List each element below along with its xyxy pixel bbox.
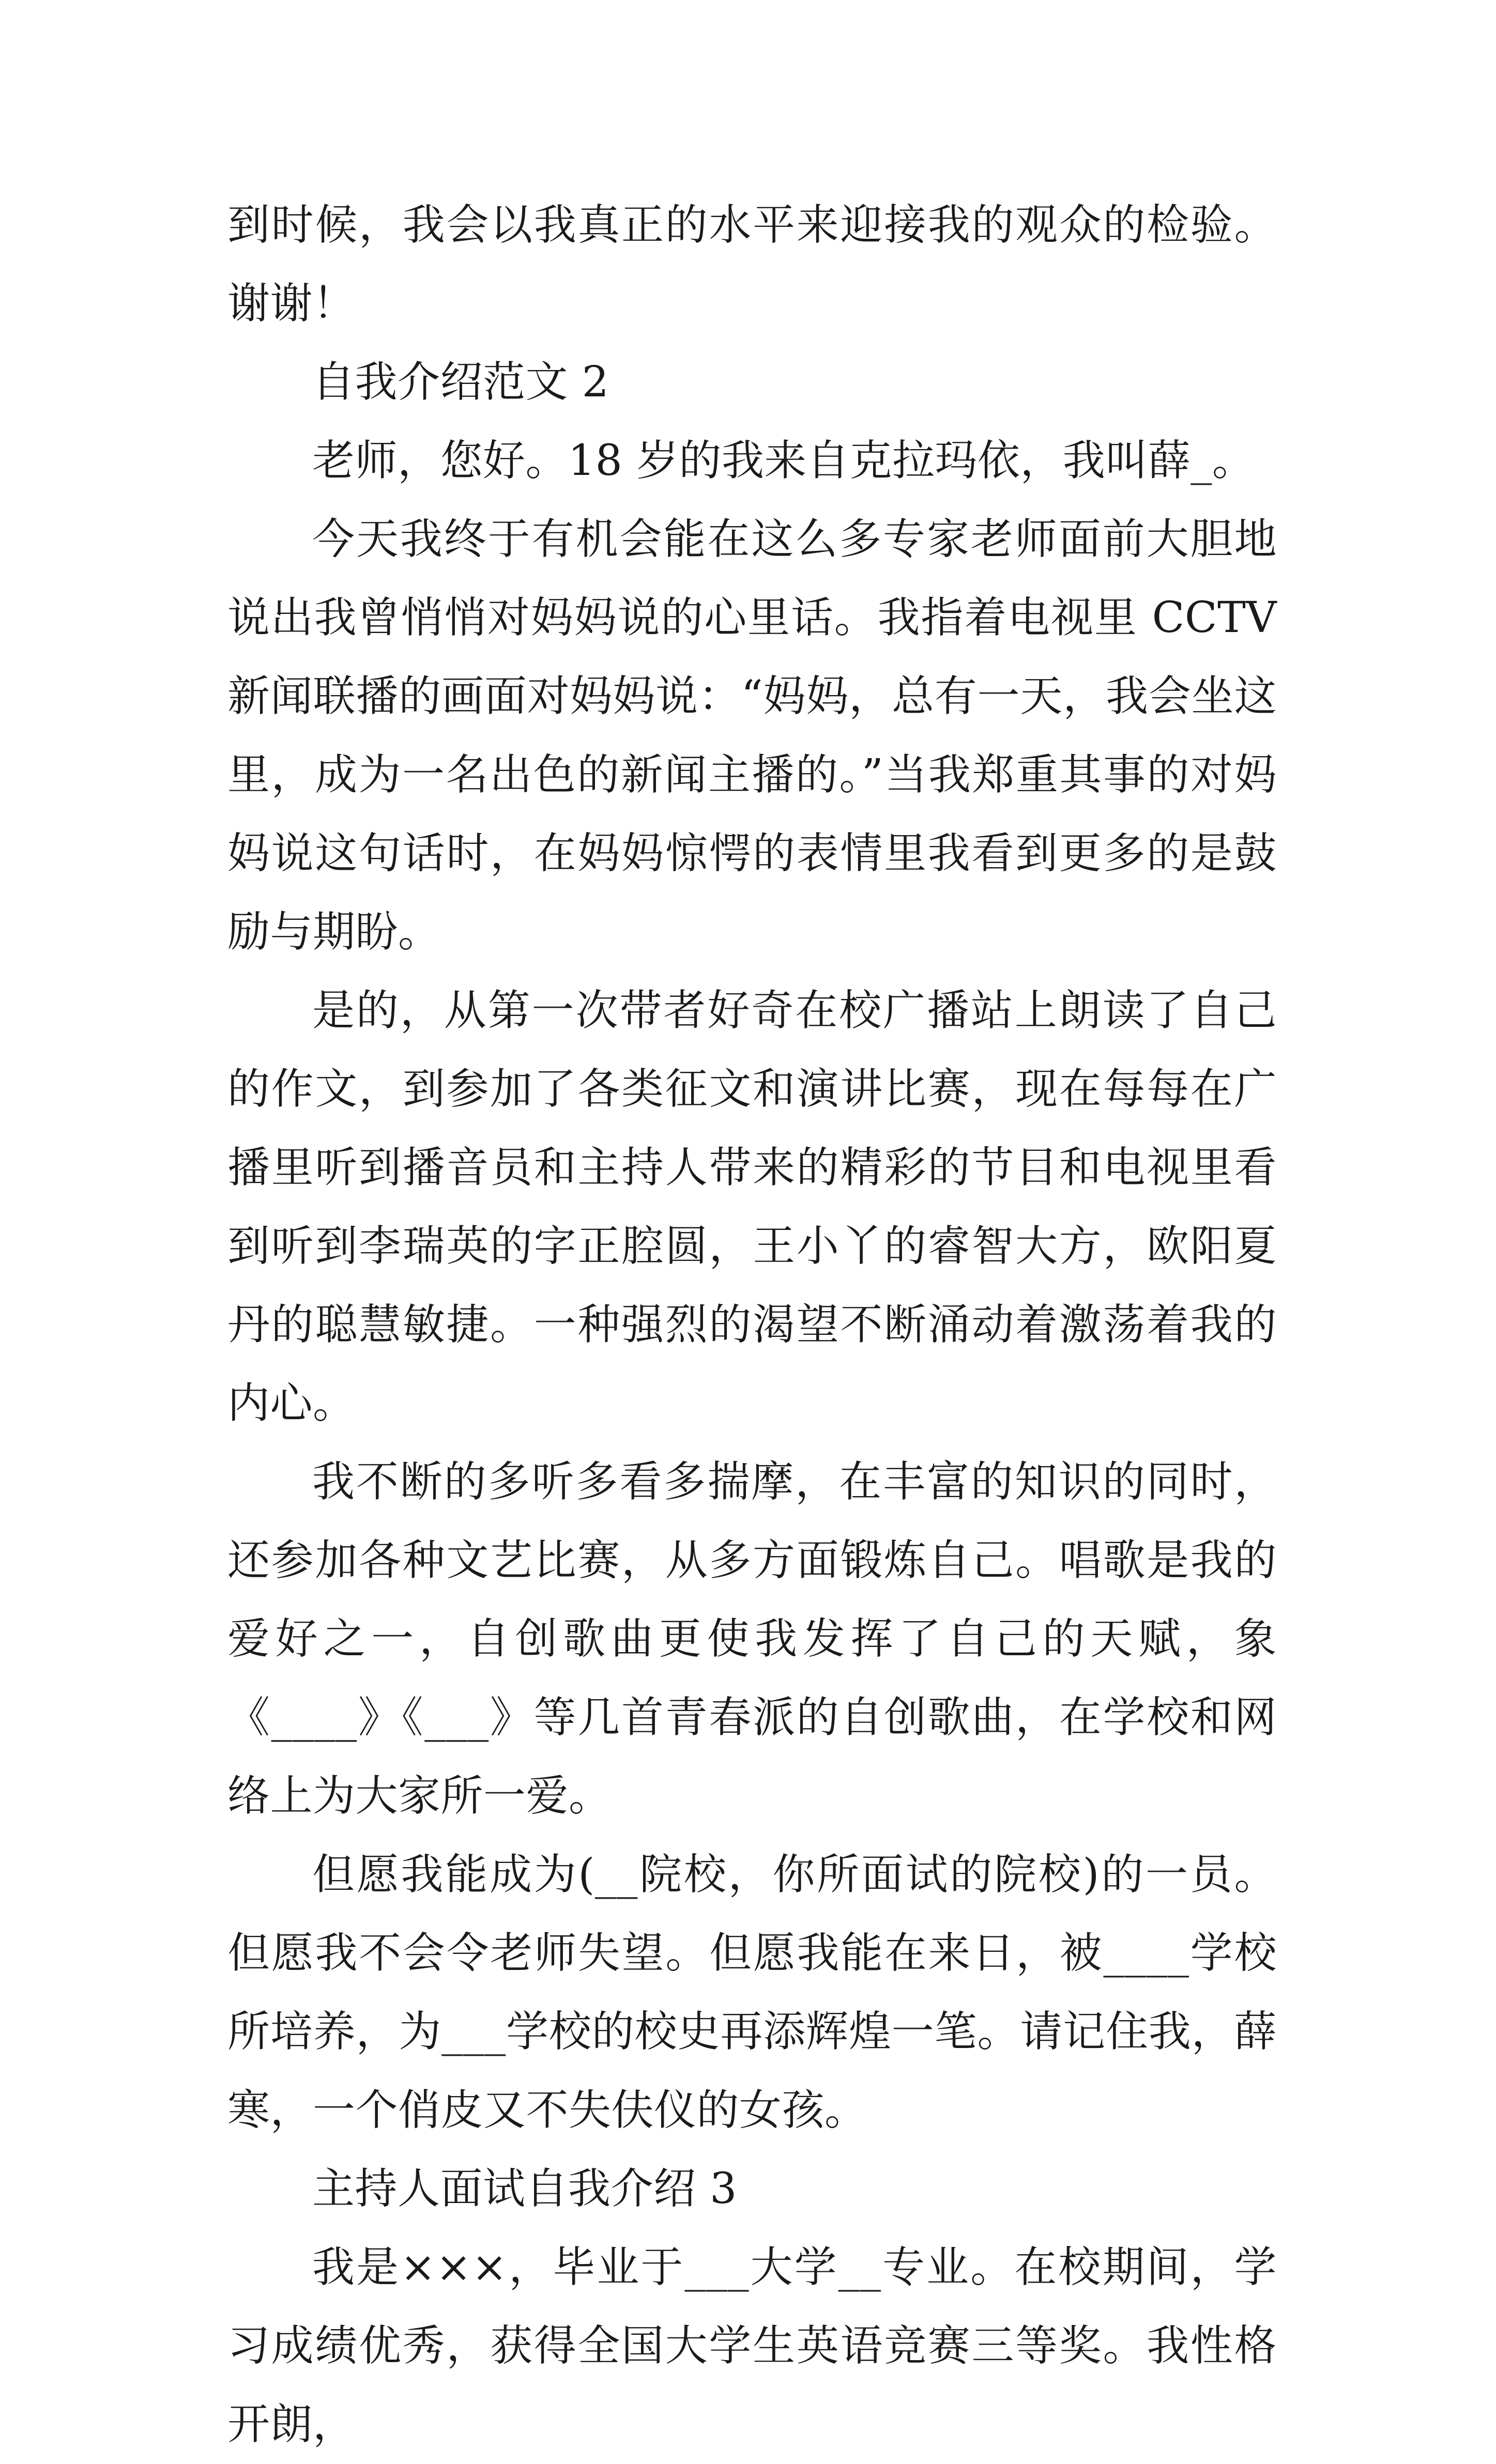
document-body — [227, 186, 1277, 2464]
paragraph-dream: 今天我终于有机会能在这么多专家老师面前大胆地说出我曾悄悄对妈妈说的心里话。我指着电视里 CCTV 新闻联播的画面对妈妈说：“妈妈，总有一天，我会坐这里，成为一名出色的新闻主播的。”当我郑重其事的对妈妈说这句话时，在妈妈惊愕的表情里我看到更多的是鼓励与期盼。 — [227, 515, 1277, 957]
paragraph-greeting: 老师，您好。18 岁的我来自克拉玛依，我叫薛_。 — [312, 436, 1255, 485]
paragraph-intro-3: 我是×××，毕业于___大学__专业。在校期间，学习成绩优秀，获得全国大学生英语竞赛三等奖。我性格开朗， — [227, 2243, 1277, 2449]
paragraph-continuation: 到时候，我会以我真正的水平来迎接我的观众的检验。谢谢！ — [227, 201, 1277, 328]
section-heading-3: 主持人面试自我介绍 3 — [312, 2164, 737, 2213]
paragraph-wish: 但愿我能成为(__院校，你所面试的院校)的一员。但愿我不会令老师失望。但愿我能在来日，被____学校所培养，为___学校的校史再添辉煌一笔。请记住我，薛寒，一个俏皮又不失伕仪的女孩。 — [227, 1850, 1277, 2135]
section-heading-2: 自我介绍范文 2 — [312, 358, 609, 407]
paragraph-experience: 是的，从第一次带者好奇在校广播站上朗读了自己的作文，到参加了各类征文和演讲比赛，现在每每在广播里听到播音员和主持人带来的精彩的节目和电视里看到听到李瑞英的字正腔圆，王小丫的睿智大方，欧阳夏丹的聪慧敏捷。一种强烈的渴望不断涌动着激荡着我的内心。 — [227, 986, 1277, 1428]
paragraph-practice: 我不断的多听多看多揣摩，在丰富的知识的同时，还参加各种文艺比赛，从多方面锻炼自己。唱歌是我的爱好之一，自创歌曲更使我发挥了自己的天赋，象《____》《___》等几首青春派的自创歌曲，在学校和网络上为大家所一爱。 — [227, 1457, 1277, 1821]
